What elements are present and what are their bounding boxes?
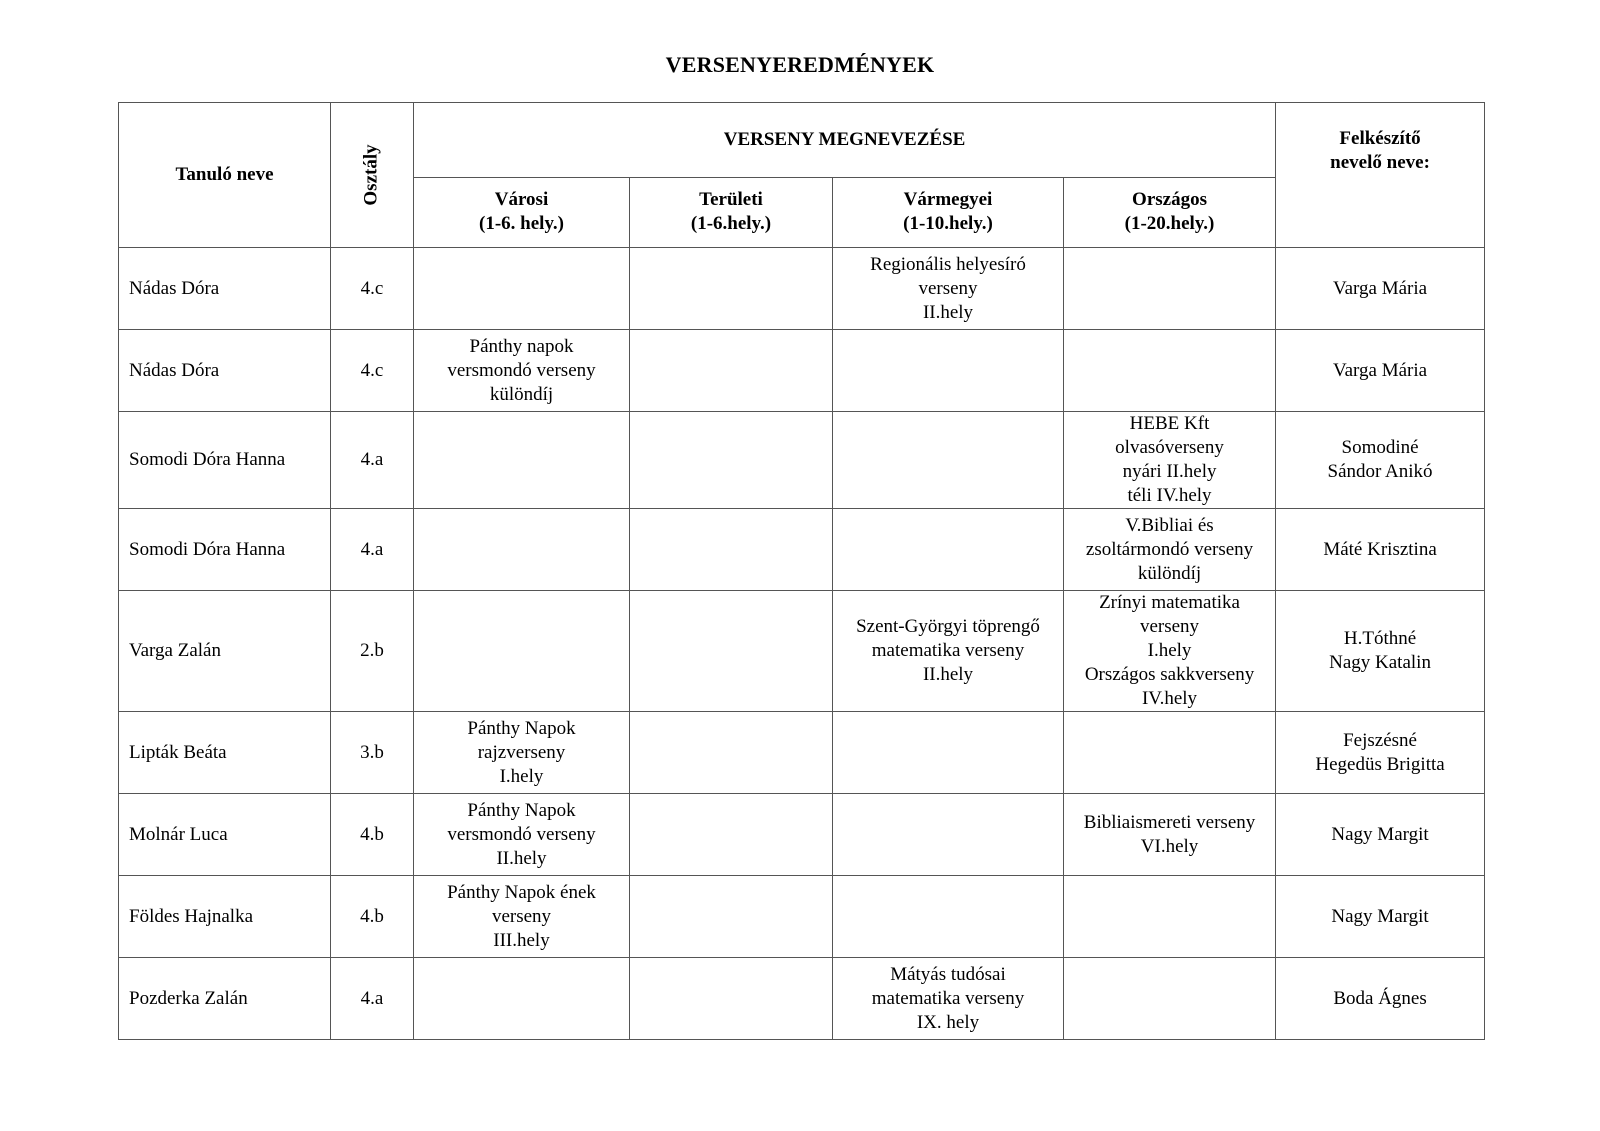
cell-city — [414, 412, 630, 509]
cell-regional — [630, 412, 833, 509]
cell-regional — [630, 330, 833, 412]
cell-student-name: Pozderka Zalán — [119, 958, 331, 1040]
cell-teacher: Fejszésné Hegedüs Brigitta — [1276, 712, 1485, 794]
cell-class: 4.a — [331, 509, 414, 591]
cell-regional — [630, 509, 833, 591]
table-row — [119, 412, 1485, 509]
cell-student-name: Varga Zalán — [119, 591, 331, 712]
cell-class: 4.a — [331, 958, 414, 1040]
cell-city — [414, 591, 630, 712]
cell-regional — [630, 591, 833, 712]
cell-student-name: Somodi Dóra Hanna — [119, 412, 331, 509]
cell-class: 4.b — [331, 794, 414, 876]
cell-city — [414, 509, 630, 591]
cell-city — [414, 958, 630, 1040]
results-table — [118, 102, 1485, 1040]
cell-student-name: Somodi Dóra Hanna — [119, 509, 331, 591]
cell-student-name: Molnár Luca — [119, 794, 331, 876]
cell-teacher: Varga Mária — [1276, 330, 1485, 412]
header-student-name: Tanuló neve — [119, 103, 331, 248]
cell-student-name: Lipták Beáta — [119, 712, 331, 794]
table-row — [119, 794, 1485, 876]
cell-county: Mátyás tudósai matematika verseny IX. hely — [833, 958, 1064, 1040]
header-class — [331, 103, 414, 248]
cell-class: 4.a — [331, 412, 414, 509]
cell-city: Pánthy napok versmondó verseny különdíj — [414, 330, 630, 412]
cell-national — [1064, 248, 1276, 330]
cell-county — [833, 794, 1064, 876]
cell-teacher: Nagy Margit — [1276, 876, 1485, 958]
cell-county: Regionális helyesíró verseny II.hely — [833, 248, 1064, 330]
header-regional: Területi (1-6.hely.) — [630, 177, 833, 247]
page-title: VERSENYEREDMÉNYEK — [665, 52, 935, 77]
cell-teacher: Máté Krisztina — [1276, 509, 1485, 591]
cell-teacher: Nagy Margit — [1276, 794, 1485, 876]
cell-national — [1064, 958, 1276, 1040]
cell-county — [833, 876, 1064, 958]
cell-regional — [630, 958, 833, 1040]
cell-national — [1064, 712, 1276, 794]
cell-student-name: Nádas Dóra — [119, 330, 331, 412]
cell-regional — [630, 876, 833, 958]
cell-city: Pánthy Napok rajzverseny I.hely — [414, 712, 630, 794]
cell-class: 4.b — [331, 876, 414, 958]
cell-class: 4.c — [331, 248, 414, 330]
table-row — [119, 591, 1485, 712]
cell-national — [1064, 876, 1276, 958]
header-county: Vármegyei (1-10.hely.) — [833, 177, 1064, 247]
cell-city — [414, 248, 630, 330]
cell-regional — [630, 248, 833, 330]
cell-national: V.Bibliai és zsoltármondó verseny különdíj — [1064, 509, 1276, 591]
cell-city: Pánthy Napok ének verseny III.hely — [414, 876, 630, 958]
cell-national: Bibliaismereti verseny VI.hely — [1064, 794, 1276, 876]
cell-class: 2.b — [331, 591, 414, 712]
header-class-label: Osztály — [361, 144, 382, 206]
table-row — [119, 330, 1485, 412]
cell-national — [1064, 330, 1276, 412]
cell-class: 3.b — [331, 712, 414, 794]
cell-county — [833, 412, 1064, 509]
cell-national: Zrínyi matematika verseny I.hely Országos sakkverseny IV.hely — [1064, 591, 1276, 712]
cell-county — [833, 712, 1064, 794]
cell-county: Szent-Györgyi töprengő matematika verseny II.hely — [833, 591, 1064, 712]
cell-teacher: Somodiné Sándor Anikó — [1276, 412, 1485, 509]
cell-regional — [630, 794, 833, 876]
table-row — [119, 712, 1485, 794]
cell-teacher: H.Tóthné Nagy Katalin — [1276, 591, 1485, 712]
header-city: Városi (1-6. hely.) — [414, 177, 630, 247]
cell-student-name: Földes Hajnalka — [119, 876, 331, 958]
table-row — [119, 876, 1485, 958]
table-row — [119, 248, 1485, 330]
cell-student-name: Nádas Dóra — [119, 248, 331, 330]
cell-county — [833, 509, 1064, 591]
cell-regional — [630, 712, 833, 794]
table-row — [119, 958, 1485, 1040]
table-row — [119, 509, 1485, 591]
header-national: Országos (1-20.hely.) — [1064, 177, 1276, 247]
cell-class: 4.c — [331, 330, 414, 412]
cell-county — [833, 330, 1064, 412]
cell-city: Pánthy Napok versmondó verseny II.hely — [414, 794, 630, 876]
cell-teacher: Boda Ágnes — [1276, 958, 1485, 1040]
cell-teacher: Varga Mária — [1276, 248, 1485, 330]
header-competition-group: VERSENY MEGNEVEZÉSE — [414, 103, 1276, 178]
header-teacher: Felkészítő nevelő neve: — [1276, 103, 1485, 248]
cell-national: HEBE Kft olvasóverseny nyári II.hely téli IV.hely — [1064, 412, 1276, 509]
